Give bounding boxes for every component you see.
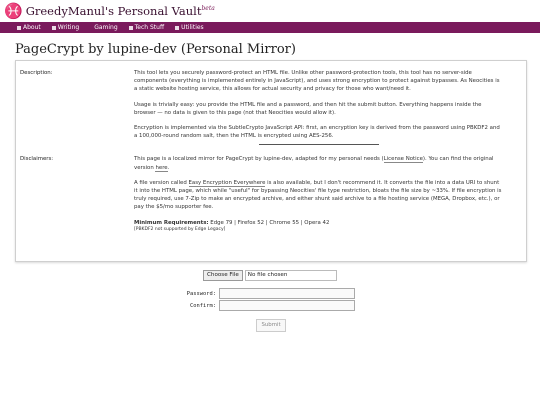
- book-icon: [52, 26, 56, 30]
- description-label: Description:: [20, 70, 53, 76]
- tools-icon: [175, 26, 179, 30]
- easy-encryption-link[interactable]: Easy Encryption Everywhere: [188, 179, 266, 186]
- file-name-display: No file chosen: [245, 270, 337, 281]
- divider: [259, 144, 379, 145]
- disclaimer-paragraph: This page is a localized mirror for PageCrypt by lupine-dev, adapted for my personal needs (License Notice). You can find the original version here.: [134, 156, 494, 171]
- disclaimer-paragraph: A file version called Easy Encryption Everywhere is also available, but I don't recommend it. It converts the file into a data URI to shunt it into the HTML page, which while "useful" for bypassing Neocities' file type restriction, bloats the file size by ~33%. If file encryption is truly required, use 7-Zip to make an encrypted archive, and either shunt said archive to a file hosting service (MEGA, Dropbox, etc.), or pay the $5/mo supporter fee.: [134, 179, 502, 211]
- confirm-label: Confirm:: [190, 302, 216, 309]
- requirements: Minimum Requirements: Edge 79 | Firefox 52 | Chrome 55 | Opera 42: [134, 219, 330, 226]
- page-title: PageCrypt by lupine-dev (Personal Mirror): [15, 42, 296, 57]
- site-header: [0, 0, 540, 22]
- info-box: [15, 60, 527, 262]
- pisces-logo-icon[interactable]: ♓: [4, 1, 23, 20]
- submit-button[interactable]: Submit: [256, 319, 286, 332]
- description-paragraph: This tool lets you securely password-protect an HTML file. Unlike other password-protection tools, this tool has no server-side components (everything is implemented entirely in JavaScript), and uses strong encryption to protect against bypasses. As Neocities is a static website hosting service, this allows for actual security and privacy for those who want/need it.: [134, 70, 500, 93]
- beta-badge: beta: [201, 5, 215, 13]
- nav-item-about[interactable]: About: [17, 24, 41, 31]
- password-input[interactable]: [219, 288, 355, 299]
- description-row: [16, 69, 526, 145]
- license-notice-link[interactable]: License Notice: [383, 156, 423, 163]
- confirm-row: [186, 300, 355, 311]
- nav-bar: [0, 22, 540, 33]
- choose-file-button[interactable]: Choose File: [203, 270, 243, 281]
- disclaimers-row: [16, 155, 526, 232]
- password-label: Password:: [186, 290, 216, 297]
- file-picker: [203, 270, 337, 281]
- confirm-input[interactable]: [219, 300, 355, 311]
- disclaimers-content: [134, 155, 504, 232]
- site-title[interactable]: GreedyManul's Personal Vault$^{beta}$: [25, 4, 215, 18]
- password-row: [186, 288, 355, 299]
- nav-item-writing[interactable]: Writing: [52, 24, 79, 31]
- original-version-link[interactable]: here: [155, 164, 168, 171]
- nav-item-tech-stuff[interactable]: Tech Stuff: [129, 24, 164, 31]
- description-paragraph: Usage is trivially easy: you provide the HTML file and a password, and then hit the submit button. Everything happens inside the browser — no data is given to this page (not that Neocities would allow it).: [134, 101, 482, 116]
- description-content: [134, 69, 504, 145]
- disclaimers-label: Disclaimers:: [20, 156, 54, 163]
- nav-item-utilities[interactable]: Utilities: [175, 24, 204, 31]
- info-icon: [17, 26, 21, 30]
- description-paragraph: Encryption is implemented via the SubtleCrypto JavaScript API: first, an encryption key is derived from the password using PBKDF2 and a 100,000-round random salt, then the HTML is encrypted using AES-256.: [134, 125, 500, 140]
- nav-item-gaming[interactable]: Gaming: [94, 24, 118, 31]
- requirements-note: [PBKDF2 not supported by Edge Legacy]: [134, 226, 226, 232]
- laptop-icon: [129, 26, 133, 30]
